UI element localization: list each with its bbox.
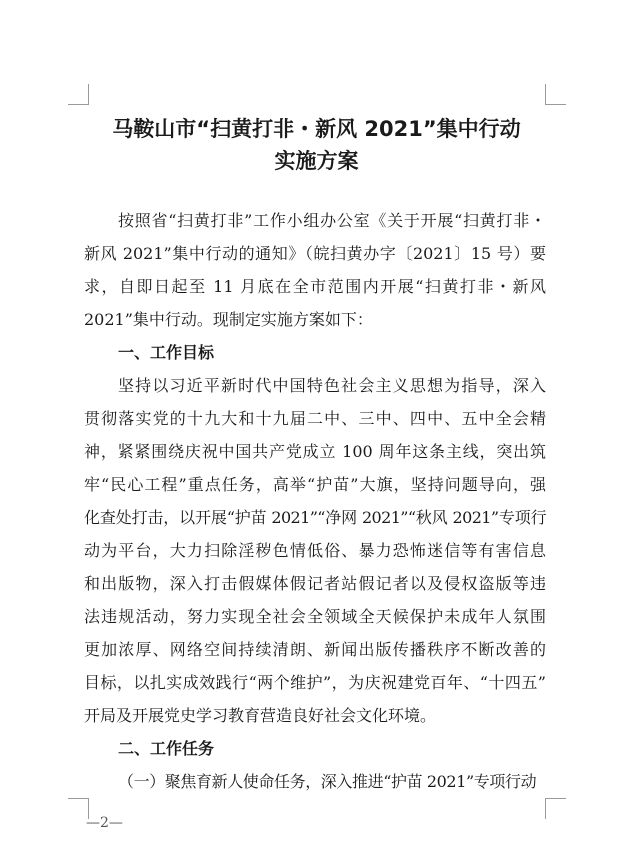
intro-line: 求，自即日起至 11 月底在全市范围内开展“扫黄打非・新风	[84, 277, 546, 296]
crop-mark-top-right	[545, 84, 566, 105]
subsection-heading: （一）聚焦育新人使命任务，深入推进“护苗 2021”专项行动	[118, 772, 537, 791]
paragraph-line: 动为平台，大力扫除淫秽色情低俗、暴力恐怖迷信等有害信息	[84, 541, 546, 560]
document-title-line-2: 实施方案	[274, 149, 359, 173]
section-heading-goals: 一、工作目标	[118, 343, 215, 362]
paragraph-line: 目标，以扎实成效践行“两个维护”，为庆祝建党百年、“十四五”	[84, 673, 546, 692]
paragraph-line: 化查处打击，以开展“护苗 2021”“净网 2021”“秋风 2021”专项行	[84, 508, 546, 527]
page-number: —2—	[86, 815, 123, 831]
intro-line: 2021”集中行动。现制定实施方案如下：	[84, 310, 373, 329]
paragraph-line: 牢“民心工程”重点任务，高举“护苗”大旗，坚持问题导向，强	[84, 475, 546, 494]
paragraph-line: 更加浓厚、网络空间持续清朗、新闻出版传播秩序不断改善的	[84, 640, 546, 659]
crop-mark-top-left	[68, 84, 89, 105]
intro-line: 新风 2021”集中行动的通知》（皖扫黄办字〔2021〕15 号）要	[84, 244, 546, 263]
intro-line: 按照省“扫黄打非”工作小组办公室《关于开展“扫黄打非・	[118, 211, 546, 230]
paragraph-line: 开局及开展党史学习教育营造良好社会文化环境。	[84, 706, 437, 725]
paragraph-line: 神，紧紧围绕庆祝中国共产党成立 100 周年这条主线，突出筑	[84, 442, 546, 461]
paragraph-line: 和出版物，深入打击假媒体假记者站假记者以及侵权盗版等违	[84, 574, 546, 593]
paragraph-line: 法违规活动，努力实现全社会全领域全天候保护未成年人氛围	[84, 607, 546, 626]
crop-mark-bottom-right	[545, 798, 566, 819]
document-title-line-1: 马鞍山市“扫黄打非・新风 2021”集中行动	[112, 117, 521, 141]
paragraph-line: 贯彻落实党的十九大和十九届二中、三中、四中、五中全会精	[84, 409, 546, 428]
paragraph-line: 坚持以习近平新时代中国特色社会主义思想为指导，深入	[118, 376, 546, 395]
section-heading-tasks: 二、工作任务	[118, 739, 215, 758]
